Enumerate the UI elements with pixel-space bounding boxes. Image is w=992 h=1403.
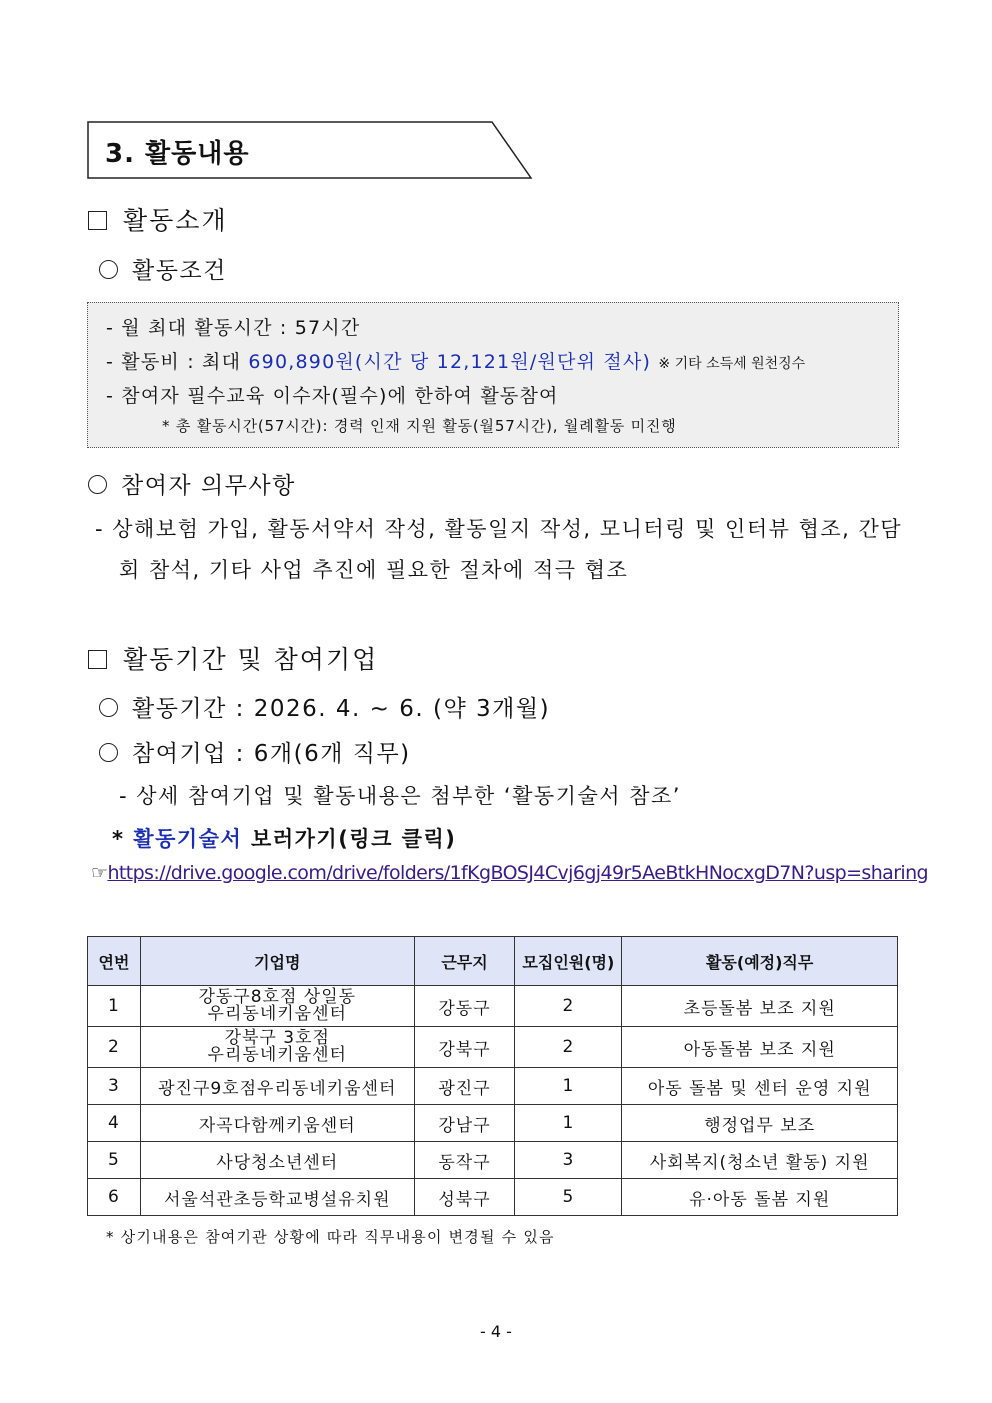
period-heading: 활동기간 및 참여기업 — [88, 640, 378, 676]
table-row — [88, 1179, 898, 1216]
section-header — [87, 121, 533, 179]
obligations-heading: 참여자 의무사항 — [88, 467, 296, 500]
table-row — [88, 1142, 898, 1179]
drive-link[interactable]: https://drive.google.com/drive/folders/1fKgBOSJ4Cvj6gj49r5AeBtkHNocxgD7N?usp=sharing — [107, 862, 928, 884]
tax-note: ※ 기타 소득세 원천징수 — [658, 356, 806, 372]
table-row — [88, 986, 898, 1027]
period-text: 활동기간 : 2026. 4. ~ 6. (약 3개월) — [99, 690, 550, 723]
obligations-line-2: 회 참석, 기타 사업 추진에 필요한 절차에 적극 협조 — [119, 558, 629, 582]
circle-bullet-icon — [99, 743, 118, 762]
row-job: 행정업무 보조 — [622, 1105, 898, 1142]
row-no: 1 — [88, 986, 141, 1027]
row-no: 4 — [88, 1105, 141, 1142]
row-count: 2 — [515, 1027, 622, 1068]
checkbox-square-icon — [88, 211, 107, 230]
row-no: 3 — [88, 1068, 141, 1105]
condition-hours: - 월 최대 활동시간 : 57시간 — [106, 317, 361, 339]
row-job: 아동돌봄 보조 지원 — [622, 1027, 898, 1068]
header-count: 모집인원(명) — [515, 937, 622, 986]
page-number: - 4 - — [480, 1322, 512, 1341]
row-location: 강동구 — [414, 986, 515, 1027]
row-no: 5 — [88, 1142, 141, 1179]
table-row — [88, 1105, 898, 1142]
link-label-highlight: 활동기술서 — [133, 827, 243, 851]
conditions-heading: 활동조건 — [99, 252, 227, 285]
link-caption: * 활동기술서 보러가기(링크 클릭) — [112, 827, 457, 851]
header-company: 기업명 — [140, 937, 414, 986]
row-location: 광진구 — [414, 1068, 515, 1105]
detail-text: - 상세 참여기업 및 활동내용은 첨부한 ‘활동기술서 참조’ — [119, 784, 681, 808]
section-title: 3. 활동내용 — [105, 139, 250, 169]
row-company: 강북구 3호점 우리동네키움센터 — [140, 1027, 414, 1068]
condition-pay: - 활동비 : 최대 690,890원(시간 당 12,121원/원단위 절사) ※ 기타 소득세 원천징수 — [106, 351, 806, 373]
table-row — [88, 1027, 898, 1068]
row-company: 강동구8호점 상일동 우리동네키움센터 — [140, 986, 414, 1027]
intro-heading: 활동소개 — [88, 201, 228, 237]
row-company: 사당청소년센터 — [140, 1142, 414, 1179]
row-job: 아동 돌봄 및 센터 운영 지원 — [622, 1068, 898, 1105]
row-count: 1 — [515, 1105, 622, 1142]
circle-bullet-icon — [99, 698, 118, 717]
row-location: 성북구 — [414, 1179, 515, 1216]
header-job: 활동(예정)직무 — [622, 937, 898, 986]
obligations-line-1: - 상해보험 가입, 활동서약서 작성, 활동일지 작성, 모니터링 및 인터뷰 협조, 간담 — [95, 517, 903, 541]
circle-bullet-icon — [88, 475, 107, 494]
row-company: 서울석관초등학교병설유치원 — [140, 1179, 414, 1216]
companies-text: 참여기업 : 6개(6개 직무) — [99, 735, 411, 768]
row-count: 3 — [515, 1142, 622, 1179]
table-row — [88, 1068, 898, 1105]
condition-training: - 참여자 필수교육 이수자(필수)에 한하여 활동참여 — [106, 385, 559, 407]
header-location: 근무지 — [414, 937, 515, 986]
row-count: 2 — [515, 986, 622, 1027]
row-no: 6 — [88, 1179, 141, 1216]
table-footnote: * 상기내용은 참여기관 상황에 따라 직무내용이 변경될 수 있음 — [106, 1228, 555, 1246]
row-location: 강남구 — [414, 1105, 515, 1142]
drive-link-line — [91, 862, 928, 884]
row-company: 광진구9호점우리동네키움센터 — [140, 1068, 414, 1105]
row-location: 동작구 — [414, 1142, 515, 1179]
companies-table — [87, 936, 898, 1216]
row-job: 유·아동 돌봄 지원 — [622, 1179, 898, 1216]
pay-amount: 690,890원(시간 당 12,121원/원단위 절사) — [248, 351, 652, 373]
circle-bullet-icon — [99, 260, 118, 279]
row-company: 자곡다함께키움센터 — [140, 1105, 414, 1142]
row-job: 사회복지(청소년 활동) 지원 — [622, 1142, 898, 1179]
row-no: 2 — [88, 1027, 141, 1068]
row-count: 1 — [515, 1068, 622, 1105]
header-no: 연번 — [88, 937, 141, 986]
conditions-box — [87, 302, 899, 448]
row-job: 초등돌봄 보조 지원 — [622, 986, 898, 1027]
condition-note: * 총 활동시간(57시간): 경력 인재 지원 활동(월57시간), 월례활동 미진행 — [162, 417, 677, 435]
table-header-row — [88, 937, 898, 986]
row-location: 강북구 — [414, 1027, 515, 1068]
pointing-hand-icon: ☞ — [91, 862, 108, 884]
row-count: 5 — [515, 1179, 622, 1216]
checkbox-square-icon — [88, 650, 107, 669]
